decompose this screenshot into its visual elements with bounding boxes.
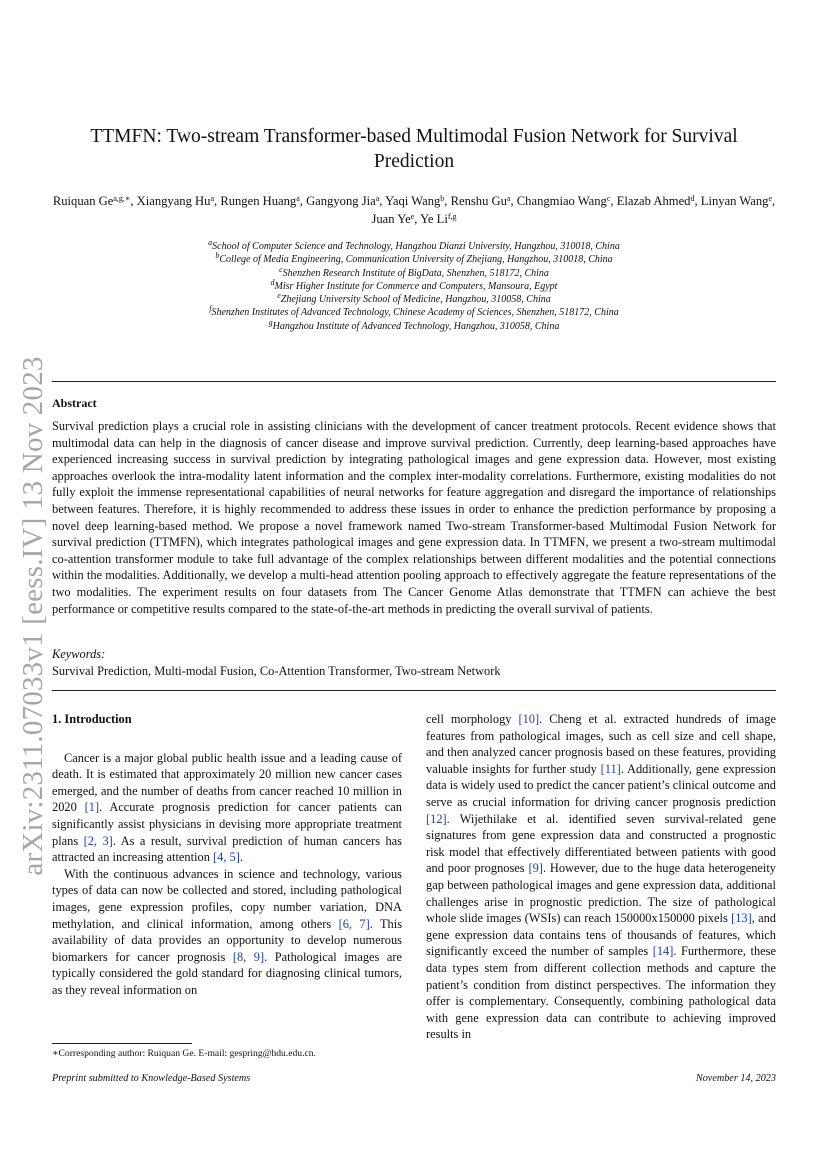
citation-link[interactable]: [1] [84, 800, 100, 815]
author-name [517, 194, 611, 208]
affiliation-mark: g [268, 317, 273, 327]
intro-paragraph-3: cell morphology [10]. Cheng et al. extracted hundreds of image features from pathological images, such as cell size and cell shape, and then analyzed cancer prognosis based on these features, providing valuable insights for further study [11]. Additionally, gene expression data is widely used to predict the cancer patient’s clinical outcome and serve as crucial information for driving cancer prognosis prediction [12]. Wijethilake et al. identified seven survival-related gene signatures from gene expression data and constructed a prognostic risk model that effectively differentiated between patients with good and poor prognoses [9]. However, due to the huge data heterogeneity gap between pathological images and gene expression data, additional challenges arise in prognostic prediction. The size of pathological whole slide images (WSIs) can reach 150000x150000 pixels [13], and gene expression data contains tens of thousands of features, which significantly exceed the number of samples [14]. Furthermore, these data types stem from different collection methods and capture the patient’s condition from distinct perspectives. The information they offer is complementary. Consequently, combining pathological data with gene expression data can contribute to achieving improved results in [426, 712, 776, 1042]
paper-title: TTMFN: Two-stream Transformer-based Multimodal Fusion Network for Survival Prediction [90, 126, 738, 172]
author-affiliation-mark: d [690, 194, 695, 203]
citation-link[interactable]: [6, 7] [338, 916, 370, 931]
author-affiliation-mark: b [440, 194, 445, 203]
affiliation-list [80, 240, 748, 333]
affiliation-line [80, 306, 748, 319]
author-name-text: Changmiao Wang [516, 194, 607, 208]
affiliation-text: Hangzhou Institute of Advanced Technology, Hangzhou, 310058, China [272, 320, 560, 332]
footer-journal: Preprint submitted to Knowledge-Based Systems [52, 1073, 251, 1084]
author-name-text: Renshu Gu [450, 194, 507, 208]
author-affiliation-mark: e [768, 194, 772, 203]
affiliation-mark: b [215, 251, 220, 261]
affiliation-text: College of Media Engineering, Communication University of Zhejiang, Hangzhou, 310018, China [219, 254, 613, 266]
corresponding-author-footnote: ∗Corresponding author: Ruiquan Ge. E-mail: gespring@hdu.edu.cn. [52, 1048, 316, 1059]
author-name [220, 194, 299, 208]
author-affiliation-mark: a [210, 194, 215, 203]
affiliation-line [80, 253, 748, 266]
author-list: Ruiquan $Ge^{a,g,∗}$, Xiangyang Hu$^a$, Rungen Huang$^a$, Gangyong Jia$^a$, Yaqi Wang$^b$, Renshu Gu$^a$, Changmiao Wang$^c$, Elazab Ahmed$^d$, Linyan Wang$^e$, Juan Ye$^e$, Ye Li$^{f,g}$ [52, 194, 776, 226]
affiliation-text: Zhejiang University School of Medicine, Hangzhou, 310058, China [280, 294, 551, 306]
citation-link[interactable]: [14] [652, 944, 674, 959]
intro-paragraph-1: Cancer is a major global public health issue and a leading cause of death. It is estimated that approximately 20 million new cancer cases emerged, and the number of deaths from cancer reached 10 million in 2020 [1]. Accurate prognosis prediction for cancer patients can significantly assist physicians in devising more appropriate treatment plans [2, 3]. As a result, survival prediction of human cancers has attracted an increasing attention [4, 5]. [52, 750, 403, 865]
author-name [385, 194, 444, 208]
author-name-text: Elazab Ahmed [616, 194, 691, 208]
footer-date: November 14, 2023 [695, 1073, 776, 1084]
author-name-text: Gangyong Jia [306, 194, 376, 208]
section-heading-introduction: 1. Introduction [52, 712, 132, 726]
author-name-text: Yaqi Wang [385, 194, 441, 208]
abstract-bottom-rule [52, 690, 776, 691]
citation-link[interactable]: [11] [600, 761, 621, 776]
left-column [52, 711, 402, 999]
affiliation-mark: c [279, 264, 283, 274]
author-name-text: Xiangyang Hu [136, 194, 211, 208]
author-name [617, 194, 695, 208]
intro-paragraph-2: With the continuous advances in science and technology, various types of data can now be collected and stored, including pathological images, gene expression profiles, copy number variation, DNA methylation, and clinical information, among others [6, 7]. This availability of data provides an opportunity to develop numerous biomarkers for cancer prognosis [8, 9]. Pathological images are typically considered the gold standard for diagnosing clinical tumors, as they reveal information on [52, 866, 403, 997]
author-affiliation-mark: a [506, 194, 511, 203]
author-name-text: Ye Li [420, 212, 448, 226]
affiliation-mark: e [277, 291, 281, 301]
author-affiliation-mark: f,g [447, 212, 457, 221]
author-name-text: Linyan Wang [700, 194, 769, 208]
affiliation-text: Misr Higher Institute for Commerce and Computers, Mansoura, Egypt [274, 280, 558, 292]
citation-link[interactable]: [4, 5] [213, 850, 240, 865]
affiliation-line [80, 293, 748, 306]
author-name [306, 194, 379, 208]
author-name [451, 194, 511, 208]
author-name [137, 194, 214, 208]
author-name [371, 212, 414, 226]
citation-link[interactable]: [12] [426, 811, 447, 826]
author-affiliation-mark: a,g,∗ [113, 194, 131, 203]
arxiv-identifier-stamp: arXiv:2311.07033v1 [eess.IV] 13 Nov 2023 [17, 356, 49, 876]
right-column [426, 711, 776, 1043]
affiliation-text: Shenzhen Institutes of Advanced Technology, Chinese Academy of Sciences, Shenzhen, 518172, China [211, 307, 619, 319]
citation-link[interactable]: [10] [518, 712, 540, 726]
citation-link[interactable]: [9] [528, 861, 543, 876]
keywords-text: Survival Prediction, Multi-modal Fusion, Co-Attention Transformer, Two-stream Network [52, 664, 501, 678]
affiliation-line [80, 240, 748, 253]
affiliation-mark: d [270, 277, 275, 287]
author-name-text: Juan Ye [371, 212, 411, 226]
author-name-text: Ruiquan Ge [52, 194, 114, 208]
affiliation-text: Shenzhen Research Institute of BigData, Shenzhen, 518172, China [282, 267, 549, 279]
affiliation-line [80, 264, 748, 280]
author-name-text: Rungen Huang [220, 194, 297, 208]
affiliation-text: School of Computer Science and Technology, Hangzhou Dianzi University, Hangzhou, 310018, China [212, 241, 620, 252]
abstract-heading: Abstract [52, 396, 97, 410]
affiliation-mark: a [208, 238, 213, 247]
citation-link[interactable]: [8, 9] [232, 949, 265, 964]
author-name [420, 212, 456, 226]
affiliation-line [80, 277, 748, 293]
affiliation-mark: f [209, 304, 212, 314]
author-affiliation-mark: a [375, 194, 380, 203]
citation-link[interactable]: [2, 3] [83, 833, 113, 848]
author-name [701, 194, 772, 208]
abstract-text: Survival prediction plays a crucial role in assisting clinicians with the development of cancer treatment protocols. Recent evidence shows that multimodal data can help in the diagnosis of cancer disease and improve survival prediction. Currently, deep learning-based approaches have experienced increasing success in survival prediction by integrating pathological images and gene expression data. However, most existing approaches overlook the intra-modality latent information and the complex inter-modality correlations. Furthermore, existing modalities do not fully exploit the immense representational capabilities of neural networks for feature aggregation and disregard the importance of relationships between features. Therefore, it is highly recommended to address these issues in order to enhance the prediction performance by proposing a novel deep learning-based method. We propose a novel framework named Two-stream Transformer-based Multimodal Fusion Network for survival prediction (TTMFN), which integrates pathological images and gene expression data. In TTMFN, we present a two-stream multimodal co-attention transformer module to take full advantage of the complex relationships between different modalities and the potential connections within the modalities. Additionally, we develop a multi-head attention pooling approach to effectively aggregate the feature representations of the two modalities. The experiment results on four datasets from The Cancer Genome Atlas demonstrate that TTMFN can achieve the best performance or competitive results compared to the state-of-the-art methods in predicting the overall survival of patients. [52, 419, 776, 616]
author-affiliation-mark: a [296, 194, 300, 203]
citation-link[interactable]: [13] [731, 911, 752, 926]
author-affiliation-mark: c [606, 194, 611, 203]
abstract-top-rule [52, 381, 776, 382]
keywords-heading: Keywords: [52, 647, 106, 661]
author-name [53, 194, 131, 208]
footnote-rule [52, 1043, 192, 1044]
affiliation-line [80, 317, 748, 333]
author-affiliation-mark: e [410, 212, 415, 221]
